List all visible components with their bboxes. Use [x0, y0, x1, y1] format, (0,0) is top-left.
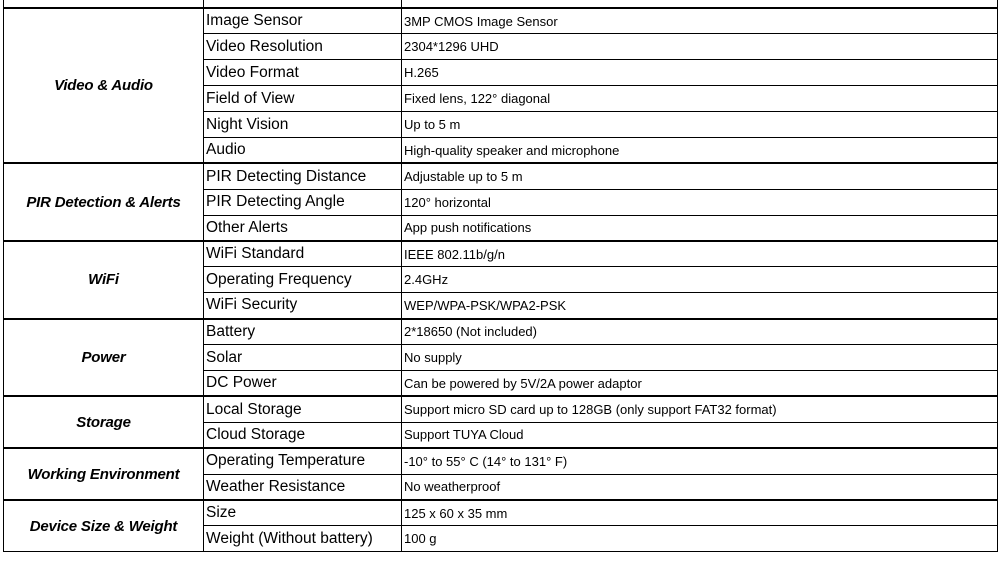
spec-value-cell: No weatherproof	[402, 474, 998, 500]
spec-value-cell: 3MP CMOS Image Sensor	[402, 8, 998, 34]
spec-value-cell: Adjustable up to 5 m	[402, 163, 998, 189]
category-cell: Storage	[4, 396, 204, 448]
spec-name-cell: Audio	[204, 137, 402, 163]
spec-value-cell: 120° horizontal	[402, 189, 998, 215]
category-cell: Device Size & Weight	[4, 500, 204, 552]
spec-name-cell: Operating Frequency	[204, 267, 402, 293]
spec-value-cell: Fixed lens, 122° diagonal	[402, 86, 998, 112]
spec-value-cell: 2*18650 (Not included)	[402, 319, 998, 345]
spec-value-cell: 2.4GHz	[402, 267, 998, 293]
category-cell: WiFi	[4, 241, 204, 319]
spec-value-cell: 125 x 60 x 35 mm	[402, 500, 998, 526]
table-row	[4, 163, 998, 189]
spec-name-cell: WiFi Security	[204, 293, 402, 319]
spec-name-cell: Field of View	[204, 86, 402, 112]
table-row	[4, 241, 998, 267]
table-row	[4, 8, 998, 34]
spec-value-cell: Support TUYA Cloud	[402, 422, 998, 448]
spec-value-cell: No supply	[402, 345, 998, 371]
top-strip-cell	[402, 0, 998, 8]
table-row	[4, 448, 998, 474]
spec-name-cell: Battery	[204, 319, 402, 345]
table-row	[4, 500, 998, 526]
spec-name-cell: Video Resolution	[204, 34, 402, 60]
spec-name-cell: Local Storage	[204, 396, 402, 422]
spec-name-cell: WiFi Standard	[204, 241, 402, 267]
spec-value-cell: 2304*1296 UHD	[402, 34, 998, 60]
spec-name-cell: Weight (Without battery)	[204, 526, 402, 552]
category-cell: PIR Detection & Alerts	[4, 163, 204, 241]
spec-value-cell: Up to 5 m	[402, 112, 998, 138]
spec-name-cell: PIR Detecting Distance	[204, 163, 402, 189]
spec-value-cell: IEEE 802.11b/g/n	[402, 241, 998, 267]
top-strip-cell	[204, 0, 402, 8]
specification-table-body	[4, 0, 998, 552]
specification-table	[3, 0, 998, 552]
spec-value-cell: -10° to 55° C (14° to 131° F)	[402, 448, 998, 474]
spec-name-cell: Size	[204, 500, 402, 526]
spec-name-cell: Image Sensor	[204, 8, 402, 34]
top-strip-cell	[4, 0, 204, 8]
spec-value-cell: 100 g	[402, 526, 998, 552]
spec-name-cell: Cloud Storage	[204, 422, 402, 448]
spec-name-cell: Night Vision	[204, 112, 402, 138]
spec-value-cell: Can be powered by 5V/2A power adaptor	[402, 370, 998, 396]
spec-name-cell: DC Power	[204, 370, 402, 396]
spec-value-cell: H.265	[402, 60, 998, 86]
spec-value-cell: WEP/WPA-PSK/WPA2-PSK	[402, 293, 998, 319]
spec-name-cell: PIR Detecting Angle	[204, 189, 402, 215]
category-cell: Video & Audio	[4, 8, 204, 163]
spec-name-cell: Other Alerts	[204, 215, 402, 241]
table-row	[4, 319, 998, 345]
spec-name-cell: Video Format	[204, 60, 402, 86]
spec-value-cell: High-quality speaker and microphone	[402, 137, 998, 163]
category-cell: Working Environment	[4, 448, 204, 500]
table-top-strip	[4, 0, 998, 8]
category-cell: Power	[4, 319, 204, 397]
spec-value-cell: App push notifications	[402, 215, 998, 241]
spec-value-cell: Support micro SD card up to 128GB (only support FAT32 format)	[402, 396, 998, 422]
table-row	[4, 396, 998, 422]
spec-name-cell: Weather Resistance	[204, 474, 402, 500]
spec-name-cell: Solar	[204, 345, 402, 371]
spec-name-cell: Operating Temperature	[204, 448, 402, 474]
